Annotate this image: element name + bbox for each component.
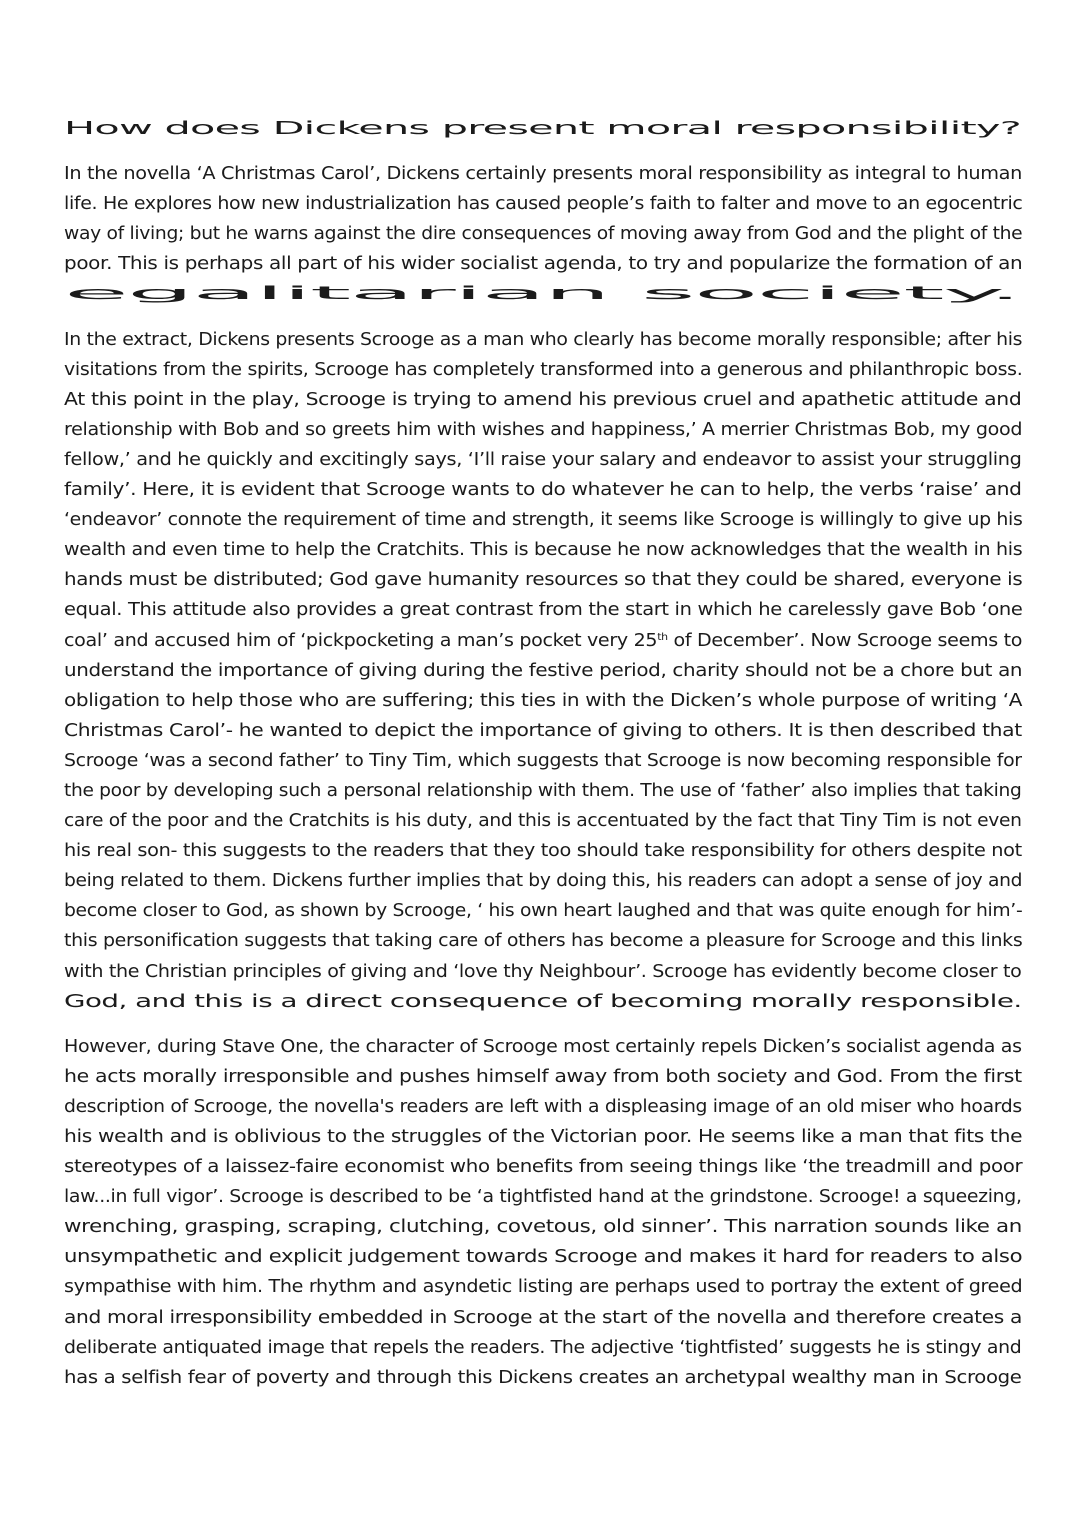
text-line: his wealth and is oblivious to the struggles of the Victorian poor. He seems like a man that fits the — [64, 1127, 1023, 1147]
text-line: being related to them. Dickens further implies that by doing this, his readers can adopt a sense of joy and — [64, 871, 1023, 892]
text-line: stereotypes of a laissez-faire economist who benefits from seeing things like ‘the treadmill and poor — [64, 1157, 1023, 1178]
essay-page — [64, 114, 1024, 1408]
text-line: However, during Stave One, the character of Scrooge most certainly repels Dicken’s socialist agenda as — [64, 1036, 1022, 1057]
text-line: the poor by developing such a personal relationship with them. The use of ‘father’ also implies that taking — [64, 780, 1022, 801]
text-line: has a selfish fear of poverty and through this Dickens creates an archetypal wealthy man in Scrooge — [64, 1367, 1022, 1388]
text-line: poor. This is perhaps all part of his wider socialist agenda, to try and popularize the formation of an — [64, 254, 1023, 275]
text-line: In the extract, Dickens presents Scrooge as a man who clearly has become morally responsible; after his — [64, 329, 1023, 350]
text-line: Christmas Carol’- he wanted to depict the importance of giving to others. It is then described that — [64, 720, 1022, 741]
text-line-with-superscript — [64, 626, 1080, 656]
text-line: wrenching, grasping, scraping, clutching, covetous, old sinner’. This narration sounds like an — [64, 1217, 1022, 1238]
text-line: family’. Here, it is evident that Scrooge wants to do whatever he can to help, the verbs ‘raise’ and — [64, 480, 1022, 501]
text-line: How does Dickens present moral responsibility? — [64, 119, 1021, 139]
text-line: understand the importance of giving during the festive period, charity should not be a chore but an — [64, 660, 1023, 681]
text-line: equal. This attitude also provides a great contrast from the start in which he carelessly gave Bob ‘one — [64, 600, 1023, 621]
ordinal-superscript: th — [657, 631, 668, 643]
text-line: life. He explores how new industrialization has caused people’s faith to falter and move to an egocentric — [64, 194, 1023, 215]
stave-one-paragraph — [64, 1032, 1024, 1393]
text-line: God, and this is a direct consequence of becoming morally responsible. — [64, 991, 1022, 1012]
text-line: deliberate antiquated image that repels the readers. The adjective ‘tightfisted’ suggests he is stingy and — [64, 1337, 1022, 1358]
text-line: In the novella ‘A Christmas Carol’, Dickens certainly presents moral responsibility as integral to human — [64, 164, 1022, 185]
text-line: this personification suggests that taking care of others has become a pleasure for Scrooge and this links — [64, 931, 1023, 952]
text-line: become closer to God, as shown by Scrooge, ‘ his own heart laughed and that was quite enough for him’- — [64, 901, 1023, 922]
text-line: way of living; but he warns against the dire consequences of moving away from God and the plight of the — [64, 224, 1023, 245]
text-line: At this point in the play, Scrooge is trying to amend his previous cruel and apathetic attitude and — [64, 389, 1022, 410]
text-line: visitations from the spirits, Scrooge has completely transformed into a generous and philanthropic boss. — [64, 359, 1023, 380]
text-line: care of the poor and the Cratchits is his duty, and this is accentuated by the fact that Tiny Tim is not even — [64, 811, 1022, 832]
text-line: egalitarian society. — [64, 284, 1021, 305]
text-line: relationship with Bob and so greets him with wishes and happiness,’ A merrier Christmas Bob, my good — [64, 419, 1023, 440]
text-line: wealth and even time to help the Cratchits. This is because he now acknowledges that the wealth in his — [64, 540, 1023, 561]
text-line: ‘endeavor’ connote the requirement of time and strength, it seems like Scrooge is willingly to give up his — [64, 510, 1023, 531]
text-line: unsympathetic and explicit judgement towards Scrooge and makes it hard for readers to also — [64, 1247, 1023, 1268]
text-line: obligation to help those who are suffering; this ties in with the Dicken’s whole purpose of writing ‘A — [64, 690, 1023, 711]
text-line: sympathise with him. The rhythm and asyndetic listing are perhaps used to portray the extent of greed — [64, 1277, 1023, 1298]
text-line: law...in full vigor’. Scrooge is described to be ‘a tightfisted hand at the grindstone. Scrooge! a squeezing, — [64, 1187, 1022, 1208]
essay-title — [64, 114, 1024, 144]
introduction-paragraph — [64, 159, 1024, 309]
text-line: hands must be distributed; God gave humanity resources so that they could be shared, everyone is — [64, 570, 1023, 591]
text-line: with the Christian principles of giving and ‘love thy Neighbour’. Scrooge has evidently become closer to — [64, 961, 1022, 982]
text-segment: of December’. Now Scrooge seems to — [667, 630, 1023, 651]
text-line: Scrooge ‘was a second father’ to Tiny Tim, which suggests that Scrooge is now becoming responsible for — [64, 750, 1022, 771]
text-line: and moral irresponsibility embedded in Scrooge at the start of the novella and therefore creates a — [64, 1307, 1023, 1328]
text-line: fellow,’ and he quickly and excitingly says, ‘I’ll raise your salary and endeavor to assist your struggling — [64, 449, 1022, 470]
extract-analysis-paragraph — [64, 325, 1024, 1017]
text-line: he acts morally irresponsible and pushes himself away from both society and God. From the first — [64, 1066, 1022, 1087]
text-line: his real son- this suggests to the readers that they too should take responsibility for others despite not — [64, 841, 1022, 862]
text-line: description of Scrooge, the novella's readers are left with a displeasing image of an old miser who hoards — [64, 1096, 1022, 1117]
text-segment: coal’ and accused him of ‘pickpocketing a man’s pocket very 25 — [64, 630, 658, 651]
